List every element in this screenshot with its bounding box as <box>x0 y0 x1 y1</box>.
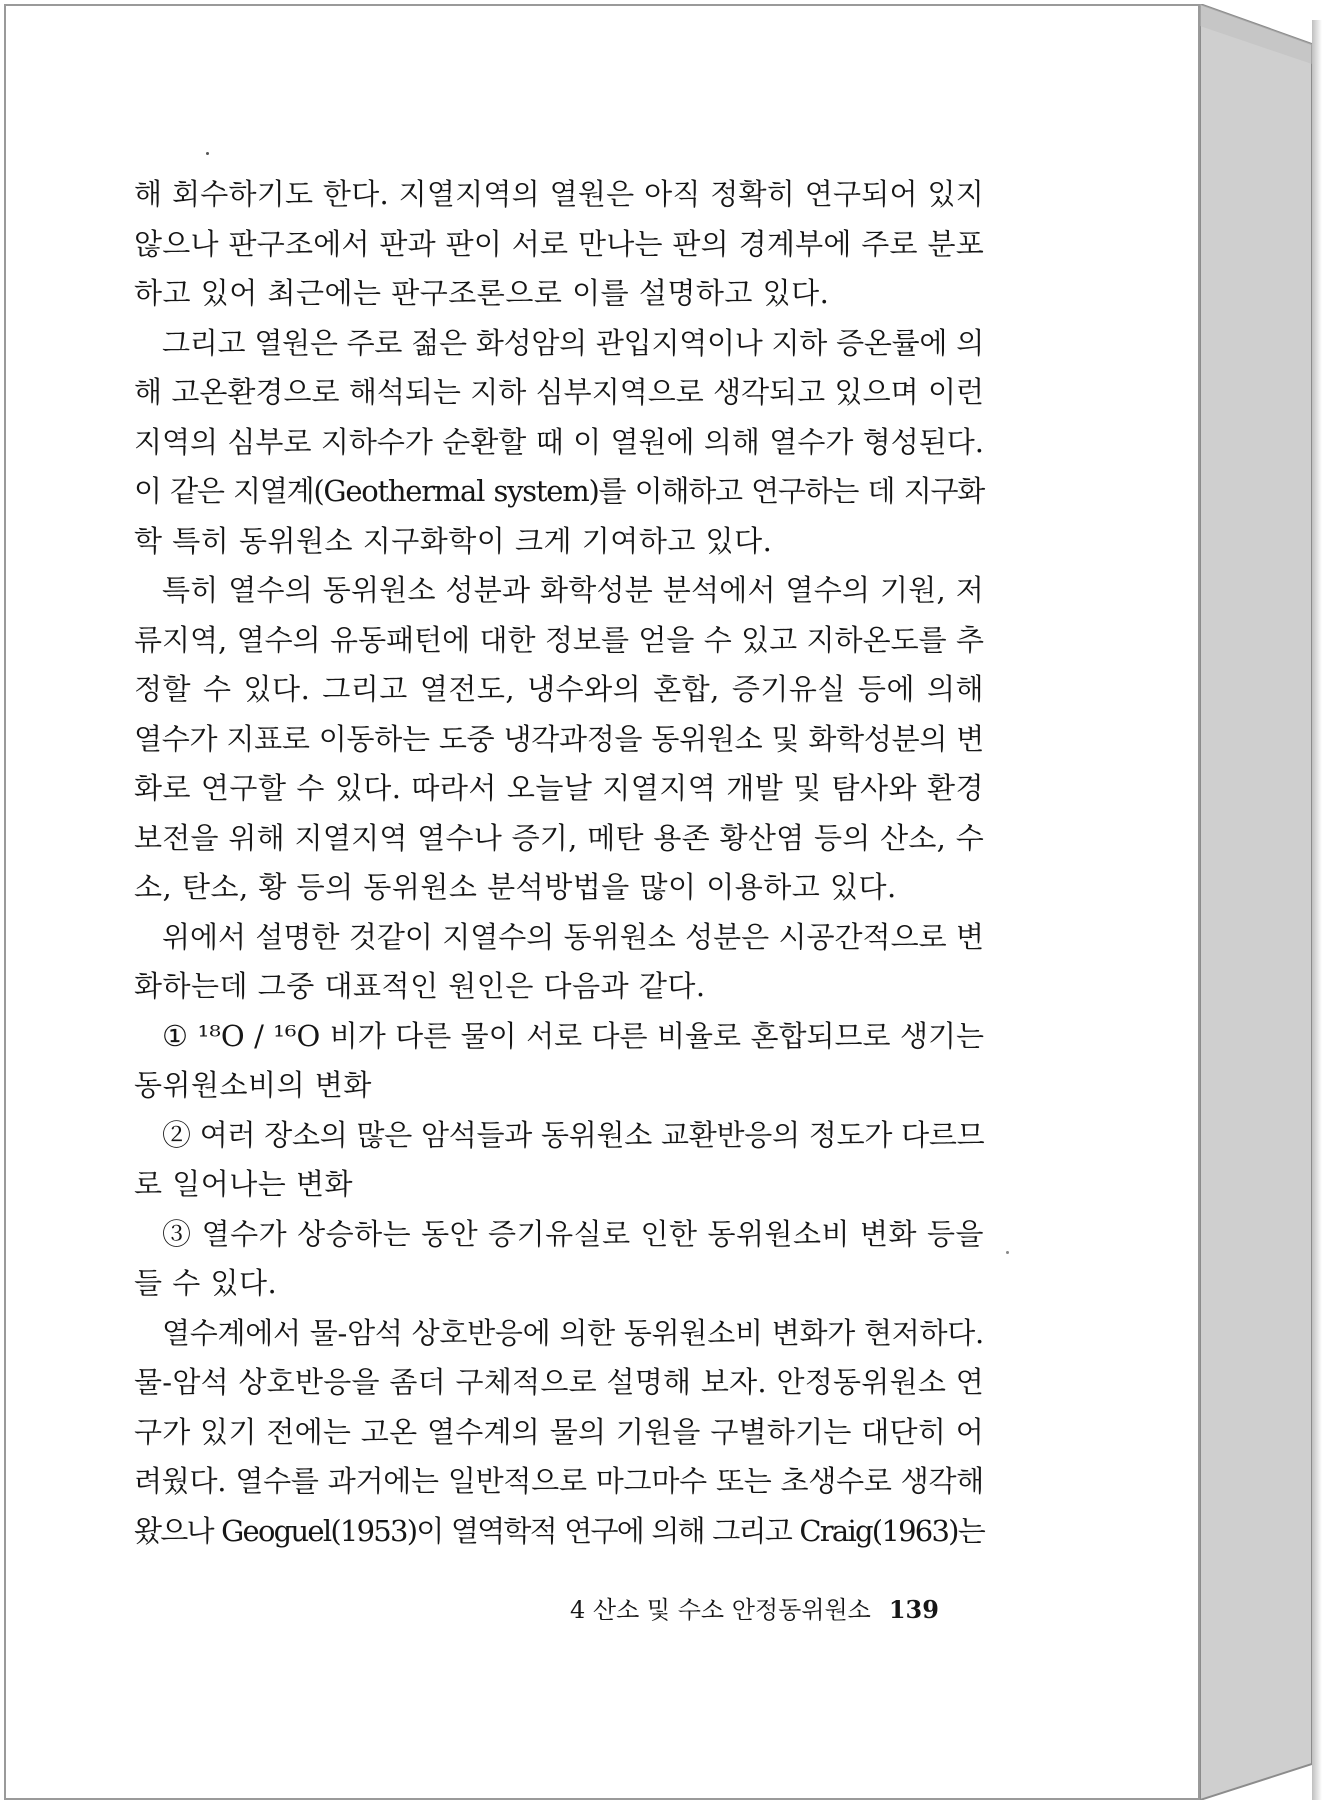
text-line: 이 같은 지열계(Geothermal system)를 이해하고 연구하는 데 지구화 <box>134 474 984 508</box>
speck-mark <box>206 152 209 155</box>
text-line: 로 일어나는 변화 <box>134 1167 354 1201</box>
text-line: ① ¹⁸O / ¹⁶O 비가 다른 물이 서로 다른 비율로 혼합되므로 생기는 <box>162 1018 984 1053</box>
text-line: 왔으나 Geoguel(1953)이 열역학적 연구에 의해 그리고 Craig(1963)는 <box>134 1513 984 1548</box>
text-line: 열수계에서 물-암석 상호반응에 의한 동위원소비 변화가 현저하다. <box>162 1315 984 1350</box>
text-line: 열수가 지표로 이동하는 도중 냉각과정을 동위원소 및 화학성분의 변 <box>134 721 984 756</box>
text-line: 지역의 심부로 지하수가 순환할 때 이 열원에 의해 열수가 형성된다. <box>134 424 984 459</box>
text-line: 그리고 열원은 주로 젊은 화성암의 관입지역이나 지하 증온률에 의 <box>162 325 984 360</box>
book-shadow <box>1312 20 1322 1800</box>
book-thickness-edge <box>1200 4 1312 1800</box>
text-line: 특히 열수의 동위원소 성분과 화학성분 분석에서 열수의 기원, 저 <box>162 573 984 607</box>
text-line: 정할 수 있다. 그리고 열전도, 냉수와의 혼합, 증기유실 등에 의해 <box>134 672 984 706</box>
running-head: 4 산소 및 수소 안정동위원소 <box>570 1596 871 1624</box>
text-line: 화로 연구할 수 있다. 따라서 오늘날 지열지역 개발 및 탐사와 환경 <box>134 771 984 805</box>
text-line: 동위원소비의 변화 <box>134 1068 372 1102</box>
text-line: ② 여러 장소의 많은 암석들과 동위원소 교환반응의 정도가 다르므 <box>162 1117 985 1152</box>
book-edge-graphic <box>1200 4 1312 1800</box>
text-line: 해 고온환경으로 해석되는 지하 심부지역으로 생각되고 있으며 이런 <box>134 375 984 409</box>
text-line: 화하는데 그중 대표적인 원인은 다음과 같다. <box>134 969 706 1003</box>
text-line: 위에서 설명한 것같이 지열수의 동위원소 성분은 시공간적으로 변 <box>162 919 984 954</box>
text-line: 하고 있어 최근에는 판구조론으로 이를 설명하고 있다. <box>134 276 830 310</box>
speck-mark <box>1006 1251 1009 1254</box>
text-line: 들 수 있다. <box>134 1266 278 1300</box>
text-line: 려웠다. 열수를 과거에는 일반적으로 마그마수 또는 초생수로 생각해 <box>134 1464 984 1498</box>
text-line: ③ 열수가 상승하는 동안 증기유실로 인한 동위원소비 변화 등을 <box>162 1216 984 1251</box>
text-line: 학 특히 동위원소 지구화학이 크게 기여하고 있다. <box>134 523 773 558</box>
body-text <box>134 170 984 1556</box>
text-line: 소, 탄소, 황 등의 동위원소 분석방법을 많이 이용하고 있다. <box>134 870 897 904</box>
text-line: 해 회수하기도 한다. 지열지역의 열원은 아직 정확히 연구되어 있지 <box>134 177 984 211</box>
page-number: 139 <box>888 1595 939 1624</box>
text-line: 류지역, 열수의 유동패턴에 대한 정보를 얻을 수 있고 지하온도를 추 <box>134 622 984 657</box>
text-line: 물-암석 상호반응을 좀더 구체적으로 설명해 보자. 안정동위원소 연 <box>134 1365 984 1399</box>
text-line: 구가 있기 전에는 고온 열수계의 물의 기원을 구별하기는 대단히 어 <box>134 1414 984 1449</box>
text-line: 않으나 판구조에서 판과 판이 서로 만나는 판의 경계부에 주로 분포 <box>134 226 984 261</box>
text-line: 보전을 위해 지열지역 열수나 증기, 메탄 용존 황산염 등의 산소, 수 <box>134 820 984 855</box>
page-footer <box>570 1590 950 1625</box>
